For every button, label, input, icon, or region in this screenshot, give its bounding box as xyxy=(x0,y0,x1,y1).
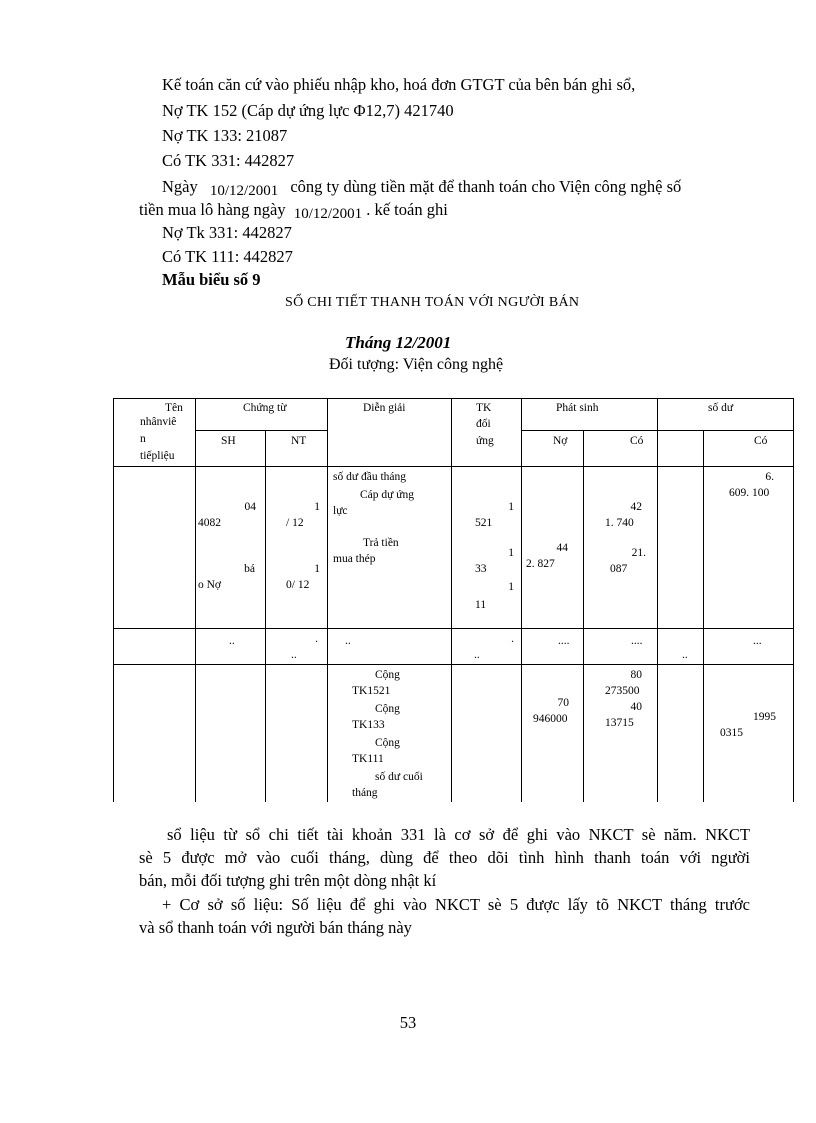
text-line xyxy=(139,200,448,221)
text-line: Nợ Tk 331: 442827 xyxy=(162,223,292,242)
table-cell: số dư đầu tháng xyxy=(333,471,406,483)
header-cell: Có xyxy=(630,435,644,447)
paragraph-line: + Cơ sở số liệu: Số liệu để ghi vào NKCT sè 5 được lấy tõ NKCT tháng trước xyxy=(162,895,750,914)
text-line: Nợ TK 152 (Cáp dự ứng lực Φ12,7) 421740 xyxy=(162,101,454,120)
table-cell: 21. xyxy=(631,547,646,559)
table-cell: Cộng xyxy=(375,703,400,715)
table-cell: 4082 xyxy=(198,517,221,529)
text-line xyxy=(162,177,681,198)
header-cell: số dư xyxy=(708,402,734,414)
ledger-table xyxy=(113,398,794,802)
table-border xyxy=(195,398,196,802)
table-cell: 1. 740 xyxy=(605,517,634,529)
form-number: Mẫu biểu số 9 xyxy=(162,270,261,289)
table-cell: 1 xyxy=(314,563,320,575)
table-cell: 70 xyxy=(557,697,569,709)
header-cell: tiếpliệu xyxy=(140,450,175,462)
table-cell: số dư cuối xyxy=(375,771,423,783)
paragraph-line: bán, mỗi đối tượng ghi trên một dòng nhật kí xyxy=(139,871,437,890)
table-cell: .. xyxy=(682,649,688,661)
text-line: Nợ TK 133: 21087 xyxy=(162,126,288,145)
table-border xyxy=(113,398,793,399)
table-cell: ... xyxy=(753,635,762,647)
table-cell: mua thép xyxy=(333,553,376,565)
paragraph-line: sổ liệu từ sổ chi tiết tài khoản 331 là cơ sở để ghi vào NKCT sè năm. NKCT xyxy=(167,825,750,844)
table-cell: 0/ 12 xyxy=(286,579,310,591)
table-cell: 1 xyxy=(508,501,514,513)
table-cell: lực xyxy=(333,505,348,517)
table-cell: TK133 xyxy=(352,719,385,731)
paragraph-line: sè 5 được mở vào cuối tháng, dùng để theo dõi tình hình thanh toán với người xyxy=(139,848,750,867)
text-line: Có TK 331: 442827 xyxy=(162,151,295,170)
text-fragment: tiền mua lô hàng ngày xyxy=(139,200,286,219)
table-cell: o Nợ xyxy=(198,579,222,591)
table-border xyxy=(327,398,328,802)
table-border xyxy=(793,398,794,802)
table-cell: 6. xyxy=(765,471,774,483)
table-cell: .. xyxy=(291,649,297,661)
table-border xyxy=(583,430,584,802)
table-cell: .. xyxy=(345,635,351,647)
table-border xyxy=(113,628,793,629)
table-border xyxy=(113,398,114,802)
table-cell: bá xyxy=(244,563,255,575)
table-cell: Cộng xyxy=(375,669,400,681)
header-cell: đối xyxy=(476,418,491,430)
table-cell: 609. 100 xyxy=(729,487,770,499)
table-border xyxy=(521,430,793,431)
table-cell: 1 xyxy=(508,581,514,593)
header-cell: Có xyxy=(754,435,768,447)
date-value: 10/12/2001 xyxy=(209,183,279,199)
table-cell: .... xyxy=(558,635,570,647)
header-cell: Tên xyxy=(165,402,183,414)
date-value: 10/12/2001 xyxy=(293,206,363,222)
header-cell: nhânviê xyxy=(140,416,177,428)
header-cell: SH xyxy=(221,435,236,447)
header-cell: NT xyxy=(291,435,307,447)
table-cell: 1 xyxy=(314,501,320,513)
header-cell: Chứng từ xyxy=(243,402,287,414)
table-cell: TK111 xyxy=(352,753,384,765)
table-cell: Trả tiền xyxy=(363,537,399,549)
text-fragment: công ty dùng tiền mặt để thanh toán cho Viện công nghệ số xyxy=(290,177,682,196)
table-cell: 1 xyxy=(508,547,514,559)
ledger-month: Tháng 12/2001 xyxy=(345,333,452,352)
table-border xyxy=(265,430,266,802)
table-border xyxy=(451,398,452,802)
ledger-title: SỔ CHI TIẾT THANH TOÁN VỚI NGƯỜI BÁN xyxy=(285,295,580,310)
ledger-subject: Đối tượng: Viện công nghệ xyxy=(329,356,504,373)
table-cell: 273500 xyxy=(605,685,640,697)
table-cell: 33 xyxy=(475,563,487,575)
text-fragment: Ngày xyxy=(162,177,198,196)
table-cell: 11 xyxy=(475,599,487,611)
header-cell: Phát sinh xyxy=(556,402,599,414)
text-line: Có TK 111: 442827 xyxy=(162,247,293,266)
table-cell: 521 xyxy=(475,517,493,529)
page-number: 53 xyxy=(399,1013,417,1032)
table-border xyxy=(703,430,704,802)
table-border xyxy=(113,466,793,467)
text-fragment: . kế toán ghi xyxy=(366,200,448,219)
table-cell: TK1521 xyxy=(352,685,391,697)
table-cell: 04 xyxy=(244,501,256,513)
table-cell: .... xyxy=(631,635,643,647)
table-cell: . xyxy=(511,633,514,645)
table-cell: 42 xyxy=(630,501,642,513)
header-cell: Nợ xyxy=(553,435,568,447)
table-cell: Cộng xyxy=(375,737,400,749)
table-cell: .. xyxy=(474,649,480,661)
table-cell: .. xyxy=(229,635,235,647)
table-cell: tháng xyxy=(352,787,378,799)
table-border xyxy=(113,664,793,665)
table-cell: 2. 827 xyxy=(526,558,555,570)
table-border xyxy=(195,430,327,431)
table-border xyxy=(657,398,658,802)
paragraph-line: và sổ thanh toán với người bán tháng này xyxy=(139,918,412,937)
table-cell: 80 xyxy=(630,669,642,681)
table-cell: 0315 xyxy=(720,727,743,739)
header-cell: Diễn giải xyxy=(363,402,406,414)
table-cell: 087 xyxy=(610,563,628,575)
table-cell: / 12 xyxy=(286,517,304,529)
table-cell: 40 xyxy=(630,701,642,713)
header-cell: n xyxy=(140,433,146,445)
table-cell: 946000 xyxy=(533,713,568,725)
table-cell: Cáp dự ứng xyxy=(360,489,414,501)
header-cell: ứng xyxy=(476,435,494,447)
table-cell: 1995 xyxy=(753,711,776,723)
text-line: Kế toán căn cứ vào phiếu nhập kho, hoá đơn GTGT của bên bán ghi sổ, xyxy=(162,75,636,94)
table-border xyxy=(521,398,522,802)
header-cell: TK xyxy=(476,402,492,414)
table-cell: 13715 xyxy=(605,717,634,729)
table-cell: 44 xyxy=(556,542,568,554)
table-cell: . xyxy=(315,633,318,645)
